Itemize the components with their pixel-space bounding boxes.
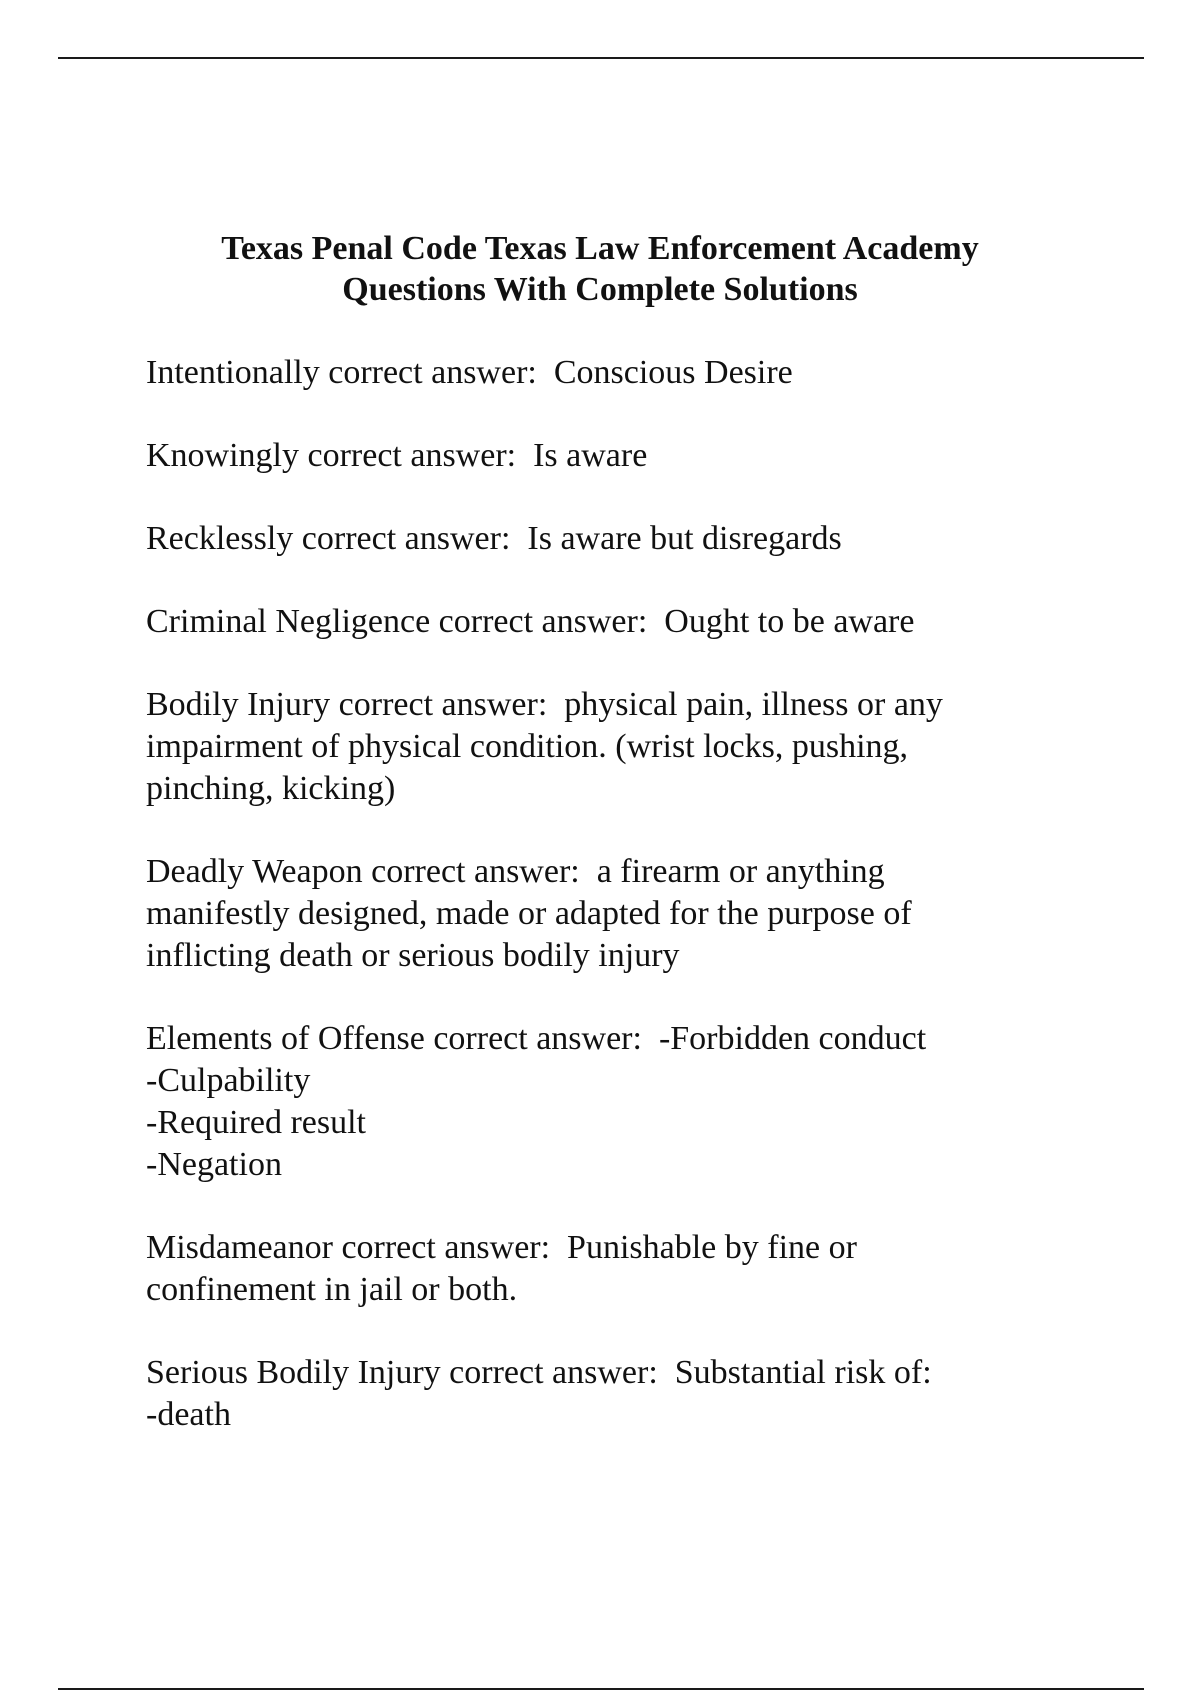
qa-entry-serious-bodily-injury [146, 1352, 1106, 1436]
qa-line: Knowingly correct answer: Is aware [146, 437, 648, 474]
qa-entry-deadly-weapon [146, 851, 1106, 977]
qa-entry-intentionally [146, 352, 1106, 394]
title-line-2: Questions With Complete Solutions [342, 271, 858, 308]
qa-line: Elements of Offense correct answer: -Forbidden conduct [146, 1020, 927, 1057]
qa-line: Bodily Injury correct answer: physical pain, illness or any [146, 686, 943, 723]
qa-line: -death [146, 1396, 231, 1433]
qa-line: Intentionally correct answer: Conscious Desire [146, 354, 793, 391]
qa-line: Recklessly correct answer: Is aware but disregards [146, 520, 842, 557]
qa-line: Deadly Weapon correct answer: a firearm or anything [146, 853, 885, 890]
qa-entry-misdemeanor [146, 1227, 1106, 1311]
qa-line: Misdameanor correct answer: Punishable by fine or [146, 1229, 857, 1266]
qa-line: inflicting death or serious bodily injury [146, 937, 680, 974]
qa-entry-bodily-injury [146, 684, 1106, 810]
qa-line: -Negation [146, 1146, 282, 1183]
qa-line: manifestly designed, made or adapted for the purpose of [146, 895, 912, 932]
qa-line: Serious Bodily Injury correct answer: Substantial risk of: [146, 1354, 932, 1391]
qa-line: confinement in jail or both. [146, 1271, 518, 1308]
qa-line: pinching, kicking) [146, 770, 396, 807]
qa-line: -Required result [146, 1104, 366, 1141]
qa-entry-recklessly [146, 518, 1106, 560]
qa-line: impairment of physical condition. (wrist locks, pushing, [146, 728, 909, 765]
header-rule [58, 57, 1144, 59]
qa-list [146, 352, 1106, 1477]
qa-line: Criminal Negligence correct answer: Ought to be aware [146, 603, 915, 640]
footer-rule [58, 1688, 1144, 1690]
qa-entry-criminal-negligence [146, 601, 1106, 643]
qa-entry-elements-of-offense [146, 1018, 1106, 1186]
title-line-1: Texas Penal Code Texas Law Enforcement Academy [221, 230, 979, 267]
qa-entry-knowingly [146, 435, 1106, 477]
document-title [100, 228, 1100, 310]
qa-line: -Culpability [146, 1062, 311, 1099]
